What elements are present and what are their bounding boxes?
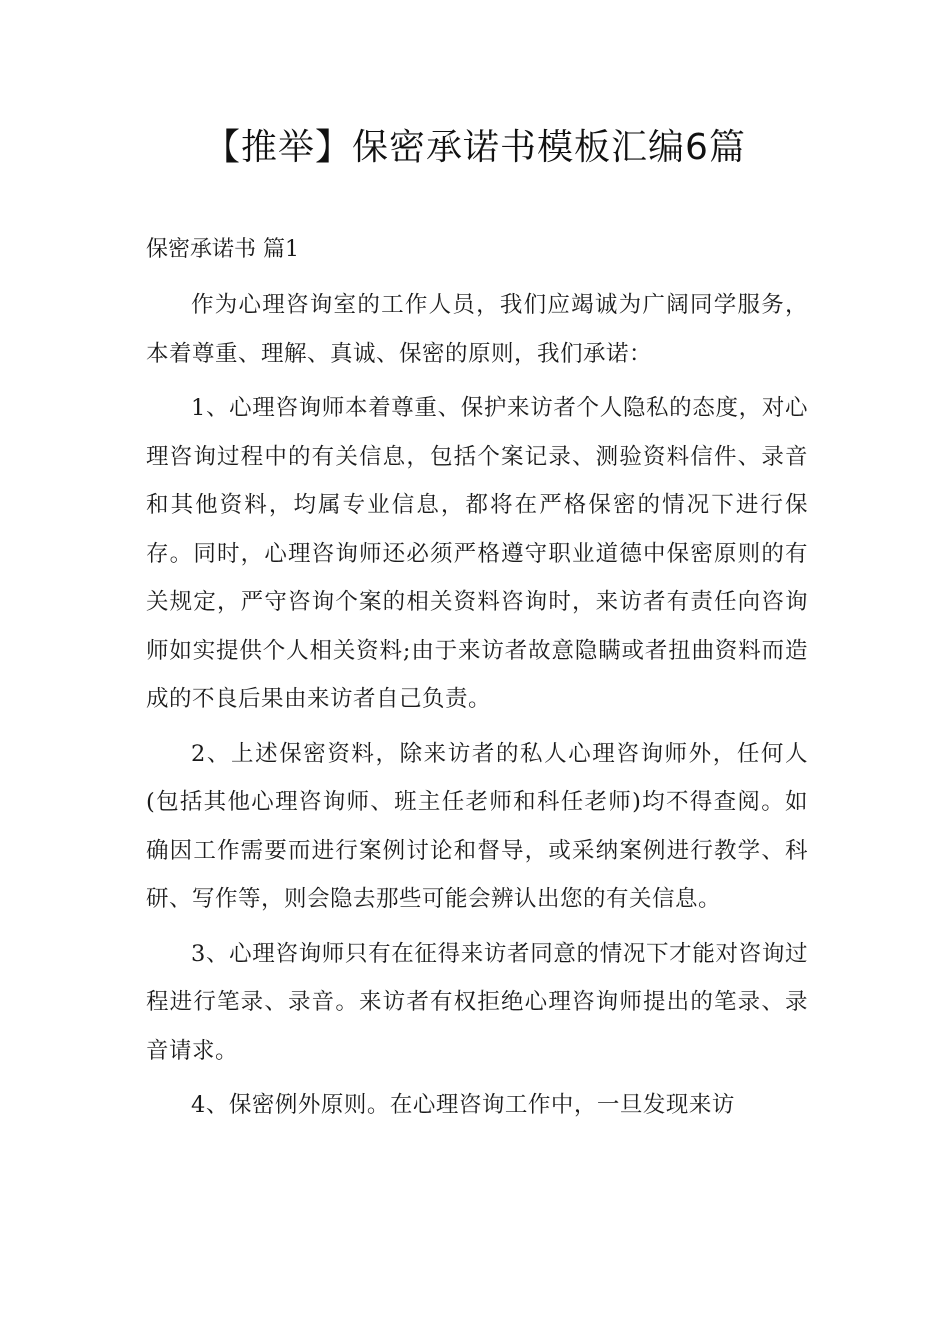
paragraph-intro: 作为心理咨询室的工作人员，我们应竭诚为广阔同学服务，本着尊重、理解、真诚、保密的原则，我们承诺： (146, 292, 808, 367)
document-body (146, 281, 808, 1130)
paragraph-item-4: 4、保密例外原则。在心理咨询工作中，一旦发现来访 (191, 1092, 735, 1118)
section-heading: 保密承诺书 篇1 (146, 237, 299, 262)
paragraph-item-3: 3、心理咨询师只有在征得来访者同意的情况下才能对咨询过程进行笔录、录音。来访者有权拒绝心理咨询师提出的笔录、录音请求。 (146, 940, 808, 1064)
paragraph-item-2: 2、上述保密资料，除来访者的私人心理咨询师外，任何人(包括其他心理咨询师、班主任老师和科任老师)均不得查阅。如确因工作需要而进行案例讨论和督导，或采纳案例进行教学、科研、写作等，则会隐去那些可能会辨认出您的有关信息。 (146, 740, 808, 912)
document-title: 【推举】保密承诺书模板汇编6篇 (204, 127, 746, 168)
paragraph-item-1: 1、心理咨询师本着尊重、保护来访者个人隐私的态度，对心理咨询过程中的有关信息，包括个案记录、测验资料信件、录音和其他资料，均属专业信息，都将在严格保密的情况下进行保存。同时，心理咨询师还必须严格遵守职业道德中保密原则的有关规定，严守咨询个案的相关资料咨询时，来访者有责任向咨询师如实提供个人相关资料;由于来访者故意隐瞒或者扭曲资料而造成的不良后果由来访者自己负责。 (146, 395, 808, 712)
